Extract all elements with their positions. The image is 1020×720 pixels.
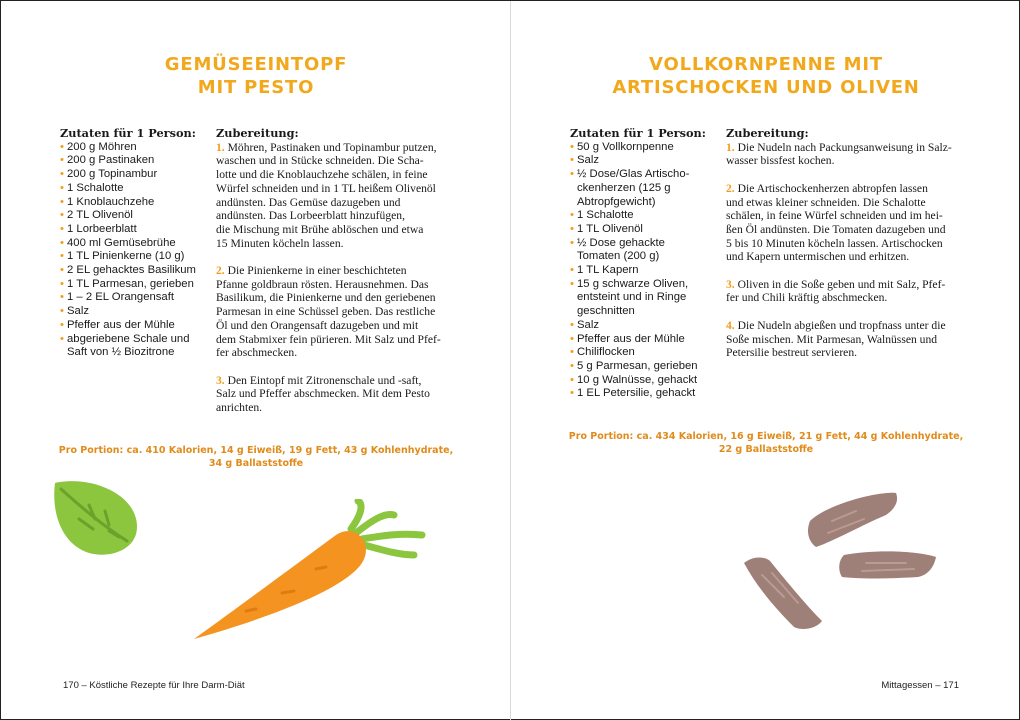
step-text: 5 bis 10 Minuten köcheln lassen. Artischocken: [726, 236, 943, 250]
ingredient-continuation: ckenherzen (125 g: [577, 181, 671, 194]
nutrition-line: 34 g Ballaststoffe: [208, 457, 304, 469]
recipe-title-right: [601, 53, 931, 99]
step-line: [726, 250, 976, 264]
preparation-steps: [216, 141, 466, 415]
ingredients-items: [570, 141, 720, 401]
step-line: [216, 223, 466, 237]
ingredient-item: [60, 237, 210, 251]
step-line: [726, 346, 976, 360]
ingredient-text: 1 TL Parmesan, gerieben: [67, 277, 194, 290]
ingredient-text: 200 g Möhren: [67, 140, 137, 153]
step-line: [726, 319, 976, 333]
ingredient-text: 1 Knoblauchzehe: [67, 195, 155, 208]
step-number: 2.: [726, 181, 735, 195]
step-line: [216, 278, 466, 292]
nutrition-line: 22 g Ballaststoffe: [718, 443, 814, 455]
step-text: andünsten. Das Lorbeerblatt hinzufügen,: [216, 209, 405, 223]
step-number: 1.: [726, 140, 735, 154]
ingredient-continuation: Abtropfgewicht): [577, 195, 656, 208]
page-footer-left: 170 – Köstliche Rezepte für Ihre Darm-Diät: [63, 680, 245, 691]
step-line: [726, 223, 976, 237]
step-text: 15 Minuten köcheln lassen.: [216, 236, 344, 250]
step-text: fer abschmecken.: [216, 346, 298, 360]
page-gutter: [510, 1, 511, 720]
step-text: die Mischung mit Brühe ablöschen und etwa: [216, 222, 424, 236]
ingredient-text: 1 Schalotte: [67, 181, 124, 194]
step-number: 2.: [216, 264, 225, 278]
ingredient-text: 15 g schwarze Oliven,: [577, 277, 689, 290]
ingredient-continuation: Tomaten (200 g): [577, 250, 660, 263]
step-line: [726, 154, 976, 168]
step-text: schälen, in feine Würfel schneiden und im hei-: [726, 209, 943, 223]
ingredient-text: 1 Schalotte: [577, 209, 634, 222]
ingredient-text: 1 TL Pinienkerne (10 g): [67, 250, 185, 263]
ingredient-item: [570, 223, 720, 237]
preparation-step: [726, 319, 976, 360]
ingredient-item: [60, 154, 210, 168]
ingredient-item: [60, 333, 210, 360]
page-footer-right: Mittagessen – 171: [881, 680, 959, 691]
step-line: [216, 209, 466, 223]
step-line: [216, 154, 466, 168]
ingredient-continuation: entsteint und in Ringe: [577, 291, 687, 304]
preparation-right: [726, 127, 976, 374]
nutrition-info-right: [551, 431, 981, 456]
step-text: anrichten.: [216, 401, 263, 415]
ingredients-items: [60, 141, 210, 360]
recipe-title-left: [91, 53, 421, 99]
ingredient-item: [60, 278, 210, 292]
ingredient-item: [570, 346, 720, 360]
preparation-heading: Zubereitung:: [726, 126, 809, 140]
step-text: Petersilie bestreut servieren.: [726, 346, 858, 360]
step-text: Die Nudeln nach Packungsanweisung in Salz-: [737, 140, 952, 154]
ingredient-text: 200 g Pastinaken: [67, 154, 155, 167]
preparation-step: [726, 278, 976, 305]
ingredient-text: 1 Lorbeerblatt: [67, 222, 137, 235]
step-line: [726, 333, 976, 347]
step-line: [216, 291, 466, 305]
ingredient-text: 1 EL Petersilie, gehackt: [577, 387, 696, 400]
ingredient-text: 1 TL Kapern: [577, 264, 639, 277]
ingredient-item: [570, 168, 720, 209]
step-text: Die Artischockenherzen abtropfen lassen: [737, 181, 928, 195]
ingredient-item: [570, 264, 720, 278]
step-text: Die Pinienkerne in einer beschichteten: [227, 264, 407, 278]
ingredient-continuation: geschnitten: [577, 305, 635, 318]
ingredients-heading: Zutaten für 1 Person:: [570, 126, 706, 140]
step-line: [216, 333, 466, 347]
step-text: Basilikum, die Pinienkerne und den geriebenen: [216, 291, 436, 305]
step-text: Salz und Pfeffer abschmecken. Mit dem Pesto: [216, 387, 430, 401]
ingredient-item: [570, 319, 720, 333]
step-line: [726, 141, 976, 155]
step-line: [726, 278, 976, 292]
basil-leaf-icon: [49, 475, 144, 560]
step-text: Oliven in die Soße geben und mit Salz, Pfef-: [737, 277, 946, 291]
title-line: MIT PESTO: [197, 77, 315, 98]
step-text: Möhren, Pastinaken und Topinambur putzen,: [227, 140, 437, 154]
ingredient-text: Chiliflocken: [577, 346, 635, 359]
ingredient-text: 50 g Vollkornpenne: [577, 140, 674, 153]
ingredient-text: 2 EL gehacktes Basilikum: [67, 264, 196, 277]
ingredient-item: [570, 209, 720, 223]
ingredient-text: Salz: [577, 154, 599, 167]
preparation-step: [726, 182, 976, 264]
nutrition-info-left: [41, 445, 471, 470]
ingredient-item: [60, 182, 210, 196]
ingredient-text: Pfeffer aus der Mühle: [577, 332, 685, 345]
step-number: 1.: [216, 140, 225, 154]
step-text: dem Stabmixer fein pürieren. Mit Salz und Pfef-: [216, 332, 441, 346]
preparation-left: [216, 127, 466, 428]
ingredient-text: 10 g Walnüsse, gehackt: [577, 373, 698, 386]
step-line: [726, 196, 976, 210]
ingredient-item: [60, 209, 210, 223]
preparation-step: [726, 141, 976, 168]
ingredient-item: [60, 250, 210, 264]
ingredient-item: [60, 196, 210, 210]
ingredient-item: [570, 278, 720, 319]
step-text: Pfanne goldbraun rösten. Herausnehmen. Das: [216, 277, 429, 291]
ingredient-text: Salz: [67, 305, 89, 318]
step-text: Die Nudeln abgießen und tropfnass unter die: [737, 318, 946, 332]
step-text: Würfel schneiden und in 1 TL heißem Olivenöl: [216, 181, 436, 195]
step-line: [216, 168, 466, 182]
step-text: waschen und in Stücke schneiden. Die Scha-: [216, 154, 424, 168]
step-text: ßen Öl andünsten. Die Tomaten dazugeben und: [726, 222, 946, 236]
ingredient-text: Salz: [577, 318, 599, 331]
ingredient-text: 1 TL Olivenöl: [577, 222, 643, 235]
step-number: 3.: [216, 373, 225, 387]
step-text: Öl und den Orangensaft dazugeben und mit: [216, 318, 419, 332]
ingredient-item: [60, 168, 210, 182]
ingredient-text: ½ Dose/Glas Artischo-: [577, 168, 690, 181]
carrot-icon: [186, 499, 431, 647]
step-line: [726, 209, 976, 223]
preparation-step: [216, 141, 466, 251]
ingredient-text: 2 TL Olivenöl: [67, 209, 133, 222]
step-line: [726, 182, 976, 196]
title-line: VOLLKORNPENNE MIT: [649, 54, 883, 75]
nutrition-line: Pro Portion: ca. 434 Kalorien, 16 g Eiweiß, 21 g Fett, 44 g Kohlenhydrate,: [568, 431, 964, 442]
ingredients-heading: Zutaten für 1 Person:: [60, 126, 196, 140]
penne-pasta-icon: [736, 485, 946, 635]
ingredient-item: [570, 154, 720, 168]
preparation-step: [216, 374, 466, 415]
ingredient-text: abgeriebene Schale und: [67, 332, 190, 345]
preparation-steps: [726, 141, 976, 360]
ingredient-item: [570, 141, 720, 155]
step-line: [216, 237, 466, 251]
ingredient-item: [60, 264, 210, 278]
step-line: [216, 305, 466, 319]
step-number: 4.: [726, 318, 735, 332]
step-line: [216, 387, 466, 401]
step-line: [216, 374, 466, 388]
step-line: [216, 196, 466, 210]
ingredients-list-left: [60, 127, 210, 360]
preparation-heading: Zubereitung:: [216, 126, 299, 140]
step-text: und Kapern untermischen und erhitzen.: [726, 250, 910, 264]
ingredient-item: [570, 360, 720, 374]
step-text: wasser bissfest kochen.: [726, 154, 835, 168]
step-line: [726, 291, 976, 305]
ingredient-text: 1 – 2 EL Orangensaft: [67, 291, 174, 304]
ingredient-text: Pfeffer aus der Mühle: [67, 318, 175, 331]
title-line: ARTISCHOCKEN UND OLIVEN: [612, 77, 920, 98]
step-text: Den Eintopf mit Zitronenschale und -saft,: [227, 373, 422, 387]
step-text: und etwas kleiner schneiden. Die Schalotte: [726, 195, 926, 209]
step-number: 3.: [726, 277, 735, 291]
step-line: [726, 237, 976, 251]
ingredient-item: [60, 319, 210, 333]
step-line: [216, 182, 466, 196]
ingredient-item: [60, 223, 210, 237]
step-text: andünsten. Das Gemüse dazugeben und: [216, 195, 401, 209]
ingredient-item: [570, 237, 720, 264]
ingredients-list-right: [570, 127, 720, 401]
nutrition-line: Pro Portion: ca. 410 Kalorien, 14 g Eiweiß, 19 g Fett, 43 g Kohlenhydrate,: [58, 445, 454, 456]
ingredient-text: 400 ml Gemüsebrühe: [67, 236, 176, 249]
step-line: [216, 319, 466, 333]
step-text: lotte und die Knoblauchzehe schälen, in feine: [216, 168, 428, 182]
ingredient-item: [60, 291, 210, 305]
ingredient-text: 200 g Topinambur: [67, 168, 158, 181]
ingredient-continuation: Saft von ½ Biozitrone: [67, 346, 175, 359]
step-line: [216, 346, 466, 360]
step-text: Parmesan in eine Schüssel geben. Das restliche: [216, 305, 436, 319]
preparation-step: [216, 264, 466, 360]
ingredient-item: [60, 141, 210, 155]
ingredient-text: 5 g Parmesan, gerieben: [577, 359, 698, 372]
ingredient-item: [570, 374, 720, 388]
ingredient-item: [570, 333, 720, 347]
step-text: fer und Chili kräftig abschmecken.: [726, 291, 888, 305]
ingredient-item: [570, 387, 720, 401]
ingredient-text: ½ Dose gehackte: [577, 236, 665, 249]
step-text: Soße mischen. Mit Parmesan, Walnüssen und: [726, 332, 938, 346]
step-line: [216, 401, 466, 415]
ingredient-item: [60, 305, 210, 319]
step-line: [216, 264, 466, 278]
step-line: [216, 141, 466, 155]
title-line: GEMÜSEEINTOPF: [164, 54, 348, 75]
